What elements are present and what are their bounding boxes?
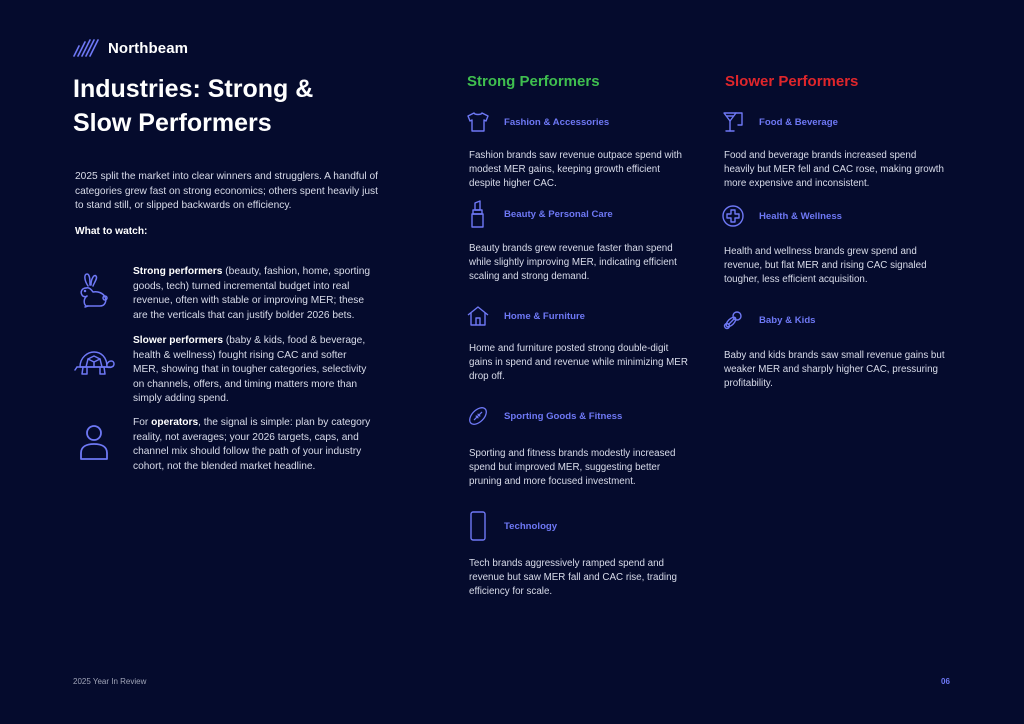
watch-item-strong: [133, 265, 373, 323]
category-beauty: [467, 203, 613, 225]
category-technology: [467, 511, 557, 541]
northbeam-logo-icon: [73, 39, 101, 57]
cocktail-icon: [722, 111, 744, 133]
person-icon: [78, 423, 110, 461]
pacifier-icon: [722, 309, 744, 331]
page-title-line-1: Industries: Strong &: [73, 75, 314, 103]
house-icon: [467, 305, 489, 327]
intro-paragraph: 2025 split the market into clear winners and strugglers. A handful of categories grew fast on strong economics; others spent heavily just to stand still, or slipped backwards on efficiency.: [75, 171, 378, 211]
turtle-icon: [74, 347, 116, 379]
phone-icon: [467, 511, 489, 541]
brand-logo: [73, 39, 188, 57]
footer-report-name: 2025 Year In Review: [73, 677, 147, 686]
brand-name: Northbeam: [108, 39, 189, 57]
watch-item-slower: [133, 334, 373, 407]
category-description: Beauty brands grew revenue faster than spend while slightly improving MER, indicating efficient scaling and strong demand.: [469, 243, 677, 283]
page-title-line-2: Slow Performers: [73, 109, 272, 137]
watch-item-strong-text: (beauty, fashion, home, sporting goods, tech) turned incremental budget into real revenue, often with stable or improving MER; these are the verticals that can justify bolder 2026 bets.: [133, 266, 371, 321]
category-name: Home & Furniture: [504, 310, 586, 322]
category-name: Baby & Kids: [759, 314, 816, 326]
medical-cross-icon: [722, 205, 744, 227]
category-sporting: [467, 405, 622, 427]
category-fashion: [467, 111, 609, 133]
watch-item-operators-text: , the signal is simple: plan by category reality, not averages; your 2026 targets, caps, and channel mix should follow the path of your industry cohort, not the blended market headline.: [133, 417, 371, 472]
tshirt-icon: [467, 111, 489, 133]
strong-performers-title: Strong Performers: [467, 73, 600, 90]
rabbit-icon: [74, 272, 110, 310]
watch-item-operators: [133, 416, 373, 474]
page-number: 06: [941, 677, 950, 686]
watch-item-operators-pre: For: [133, 417, 152, 428]
category-description: Fashion brands saw revenue outpace spend with modest MER gains, keeping growth efficient despite higher CAC.: [469, 150, 682, 190]
page-title: [73, 72, 403, 140]
category-baby: [722, 309, 816, 331]
category-description: Tech brands aggressively ramped spend and revenue but saw MER fall and CAC rise, trading efficiency for scale.: [469, 558, 678, 598]
watch-item-slower-bold: Slower performers: [133, 335, 224, 346]
category-food: [722, 111, 838, 133]
watch-item-strong-bold: Strong performers: [133, 266, 223, 277]
category-description: Baby and kids brands saw small revenue gains but weaker MER and sharply higher CAC, pressuring profitability.: [724, 350, 945, 390]
category-name: Fashion & Accessories: [504, 116, 610, 128]
category-name: Sporting Goods & Fitness: [504, 410, 623, 422]
category-description: Home and furniture posted strong double-digit gains in spend and revenue while minimizing MER drop off.: [469, 343, 688, 383]
category-name: Beauty & Personal Care: [504, 208, 613, 220]
watch-item-slower-text: (baby & kids, food & beverage, health & wellness) fought rising CAC and softer MER, showing that in tougher categories, selectivity on channels, offers, and timing matters more than simply adding spend.: [133, 335, 367, 404]
category-description: Health and wellness brands grew spend and revenue, but flat MER and rising CAC signaled tougher, less efficient acquisition.: [724, 246, 927, 286]
watch-item-operators-bold: operators: [151, 417, 199, 428]
category-name: Technology: [504, 520, 558, 532]
football-icon: [467, 405, 489, 427]
category-name: Health & Wellness: [759, 210, 842, 222]
category-home: [467, 305, 585, 327]
lipstick-icon: [467, 203, 489, 225]
category-description: Sporting and fitness brands modestly increased spend but improved MER, suggesting better pruning and more focused investment.: [469, 448, 676, 488]
what-to-watch-label: What to watch:: [75, 226, 148, 237]
category-description: Food and beverage brands increased spend heavily but MER fell and CAC rose, making growth more expensive and inconsistent.: [724, 150, 944, 190]
slower-performers-title: Slower Performers: [725, 73, 859, 90]
category-health: [722, 205, 842, 227]
category-name: Food & Beverage: [759, 116, 838, 128]
